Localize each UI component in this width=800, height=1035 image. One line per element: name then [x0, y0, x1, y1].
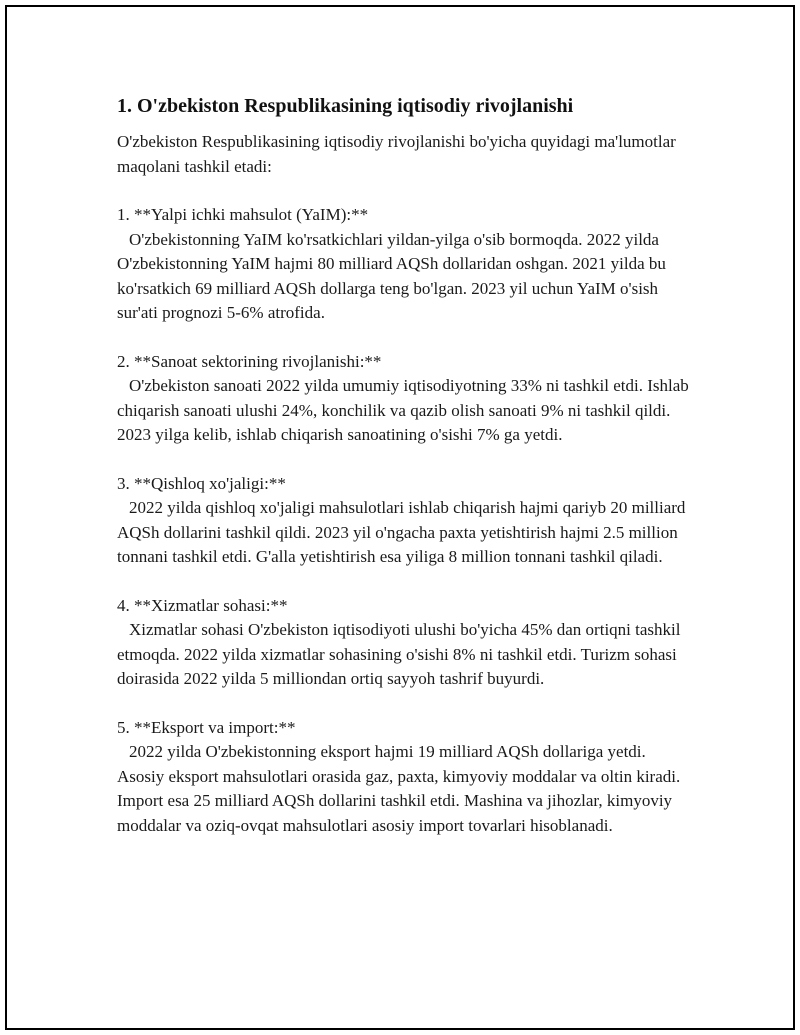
section-body: O'zbekistonning YaIM ko'rsatkichlari yildan-yilga o'sib bormoqda. 2022 yilda O'zbekistonning YaIM hajmi 80 milliard AQSh dollaridan oshgan. 2021 yilda bu ko'rsatkich 69 milliard AQSh dollarga teng bo'lgan. 2023 yil uchun YaIM o'sish sur'ati prognozi 5-6% atrofida. — [117, 229, 666, 322]
section-industry — [117, 350, 689, 448]
document-title: 1. O'zbekiston Respublikasining iqtisodiy rivojlanishi — [117, 95, 574, 117]
section-heading: 2. **Sanoat sektorining rivojlanishi:** — [117, 351, 382, 371]
section-body: O'zbekiston sanoati 2022 yilda umumiy iqtisodiyotning 33% ni tashkil etdi. Ishlab chiqarish sanoati ulushi 24%, konchilik va qazib olish sanoati 9% ni tashkil qildi. 2023 yilga kelib, ishlab chiqarish sanoatining o'sishi 7% ga yetdi. — [117, 376, 689, 444]
section-agriculture — [117, 472, 689, 570]
document-content — [117, 92, 689, 838]
section-heading: 4. **Xizmatlar sohasi:** — [117, 595, 288, 615]
section-heading: 3. **Qishloq xo'jaligi:** — [117, 473, 286, 493]
intro-paragraph: O'zbekiston Respublikasining iqtisodiy rivojlanishi bo'yicha quyidagi ma'lumotlar maqolani tashkil etadi: — [117, 132, 676, 176]
section-gdp — [117, 203, 689, 326]
section-heading: 1. **Yalpi ichki mahsulot (YaIM):** — [117, 205, 369, 224]
section-heading: 5. **Eksport va import:** — [117, 717, 296, 737]
section-services — [117, 594, 689, 692]
section-body: Xizmatlar sohasi O'zbekiston iqtisodiyoti ulushi bo'yicha 45% dan ortiqni tashkil etmoqda. 2022 yilda xizmatlar sohasining o'sishi 8% ni tashkil etdi. Turizm sohasi doirasida 2022 yilda 5 milliondan ortiq sayyoh tashrif buyurdi. — [117, 620, 681, 688]
section-body: 2022 yilda O'zbekistonning eksport hajmi 19 milliard AQSh dollariga yetdi. Asosiy eksport mahsulotlari orasida gaz, paxta, kimyoviy moddalar va oltin kiradi. Import esa 25 milliard AQSh dollarini tashkil etdi. Mashina va jihozlar, kimyoviy moddalar va oziq-ovqat mahsulotlari asosiy import tovarlari hisoblanadi. — [117, 742, 681, 835]
section-trade — [117, 716, 689, 839]
section-body: 2022 yilda qishloq xo'jaligi mahsulotlari ishlab chiqarish hajmi qariyb 20 milliard AQSh dollarini tashkil qildi. 2023 yil o'ngacha paxta yetishtirish hajmi 2.5 million tonnani tashkil etdi. G'alla yetishtirish esa yiliga 8 million tonnani tashkil qiladi. — [117, 498, 686, 566]
